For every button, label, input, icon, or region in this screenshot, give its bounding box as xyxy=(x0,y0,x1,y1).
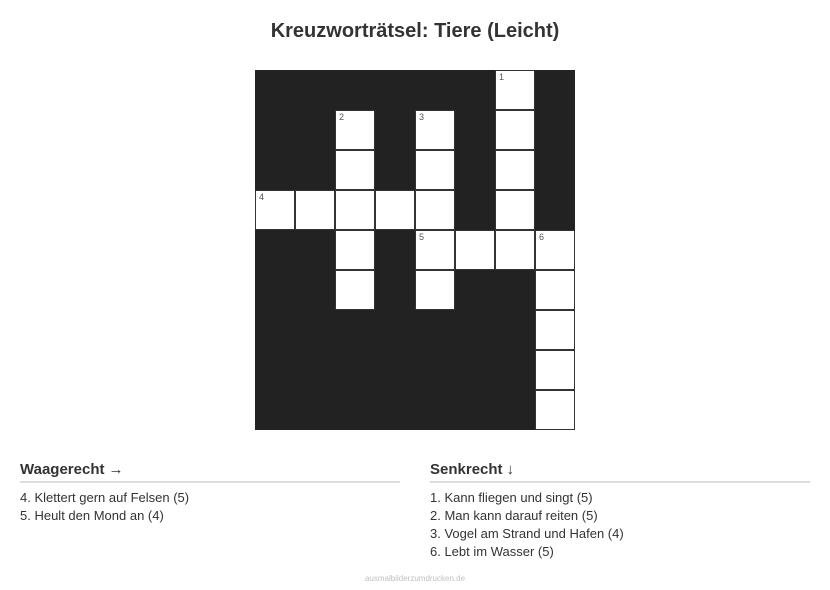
crossword-cell[interactable] xyxy=(495,150,535,190)
down-clue-list xyxy=(430,489,810,561)
crossword-cell[interactable] xyxy=(495,70,535,110)
crossword-cell[interactable] xyxy=(495,190,535,230)
right-arrow-icon: → xyxy=(108,461,124,478)
crossword-cell[interactable] xyxy=(335,230,375,270)
crossword-cell[interactable] xyxy=(535,390,575,430)
clue-item: 3. Vogel am Strand und Hafen (4) xyxy=(430,526,624,541)
cell-number: 3 xyxy=(419,112,425,122)
clue-item: 4. Klettert gern auf Felsen (5) xyxy=(20,490,190,505)
crossword-cell[interactable] xyxy=(335,190,375,230)
clue-item: 5. Heult den Mond an (4) xyxy=(20,508,164,523)
down-heading-label: Senkrecht xyxy=(430,461,503,478)
crossword-cell[interactable] xyxy=(495,230,535,270)
across-clues-section xyxy=(20,460,400,525)
crossword-cell[interactable] xyxy=(415,190,455,230)
crossword-cell[interactable] xyxy=(535,270,575,310)
footer-watermark: ausmalbilderzumdrucken.de xyxy=(364,574,466,583)
across-clue-list xyxy=(20,489,400,525)
crossword-cell[interactable] xyxy=(415,150,455,190)
cell-number: 6 xyxy=(539,232,545,242)
crossword-cell[interactable] xyxy=(535,230,575,270)
crossword-grid xyxy=(255,70,575,430)
clue-item: 6. Lebt im Wasser (5) xyxy=(430,544,554,559)
crossword-cell[interactable] xyxy=(455,230,495,270)
down-clues-section xyxy=(430,460,810,561)
crossword-cell[interactable] xyxy=(335,270,375,310)
crossword-cell[interactable] xyxy=(335,150,375,190)
down-heading xyxy=(430,460,810,483)
crossword-cell[interactable] xyxy=(255,190,295,230)
crossword-cell[interactable] xyxy=(295,190,335,230)
page-title: Kreuzworträtsel: Tiere (Leicht) xyxy=(270,20,560,42)
crossword-cell[interactable] xyxy=(415,110,455,150)
crossword-cell[interactable] xyxy=(415,230,455,270)
across-heading-label: Waagerecht xyxy=(20,461,105,478)
crossword-cell[interactable] xyxy=(535,350,575,390)
crossword-cell[interactable] xyxy=(415,270,455,310)
clue-item: 2. Man kann darauf reiten (5) xyxy=(430,508,598,523)
cell-number: 4 xyxy=(259,192,265,202)
down-arrow-icon: ↓ xyxy=(506,461,515,478)
cell-number: 1 xyxy=(499,72,505,82)
clue-item: 1. Kann fliegen und singt (5) xyxy=(430,490,593,505)
crossword-cell[interactable] xyxy=(335,110,375,150)
cell-number: 5 xyxy=(419,232,425,242)
crossword-cell[interactable] xyxy=(375,190,415,230)
cell-number: 2 xyxy=(339,112,345,122)
across-heading xyxy=(20,460,400,483)
crossword-cell[interactable] xyxy=(535,310,575,350)
crossword-cell[interactable] xyxy=(495,110,535,150)
